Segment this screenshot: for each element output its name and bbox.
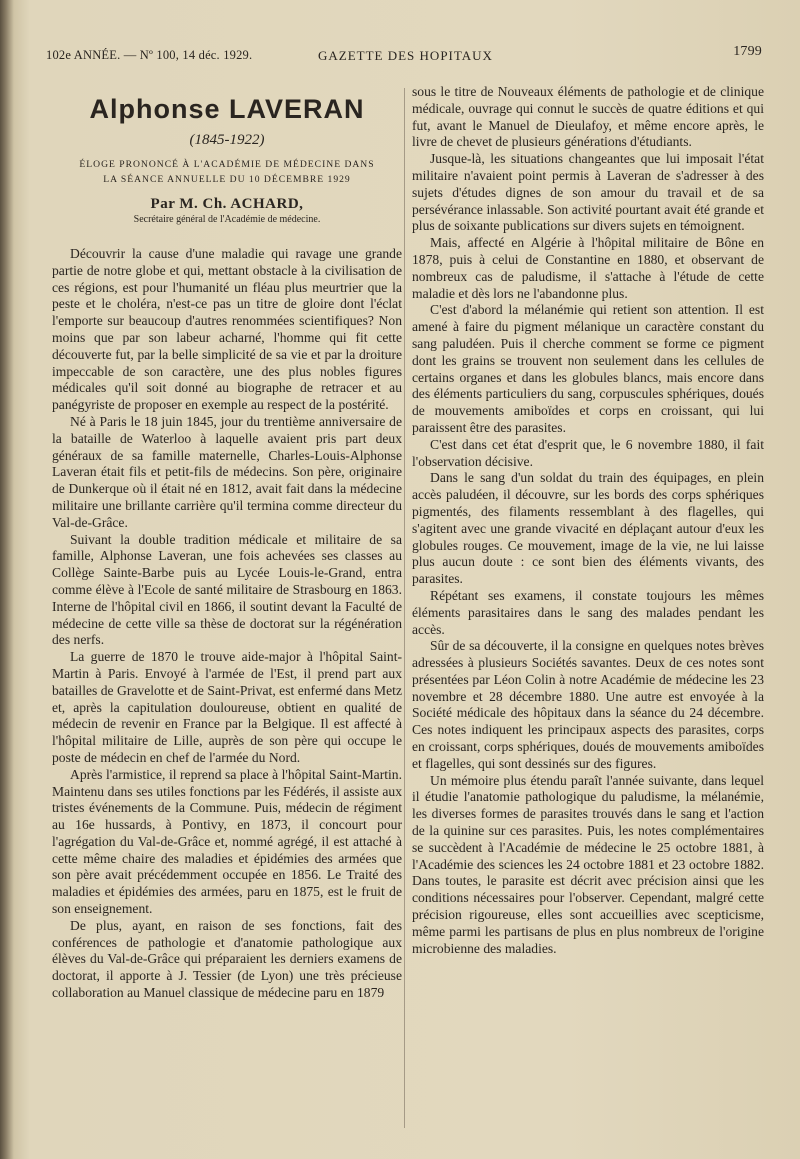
paragraph: La guerre de 1870 le trouve aide-major à l'hôpital Saint-Martin à Paris. Envoyé à l'armée de l'Est, il prend part aux batailles de Gravelotte et de Saint-Privat, est enfermé dans Metz et, après la capitulation douloureuse, obtient en qualité de médecin de revenir en France par la Belgique. Il est affecté à l'hôpital militaire de Lille, auprès de son père qui occupe le poste de médecin en chef de l'armée du Nord. — [52, 649, 402, 765]
paragraph: C'est dans cet état d'esprit que, le 6 novembre 1880, il fait l'observation décisive. — [412, 436, 764, 469]
paragraph: Découvrir la cause d'une maladie qui ravage une grande partie de notre globe et qui, mettant obstacle à la civilisation de ces régions, est pour l'humanité un fléau plus meurtrier que la peste et le choléra, n'est-ce pas un titre de gloire dont l'éclat l'emporte sur beaucoup d'autres renommées scientifiques? Non moins que par son labeur acharné, l'homme qui fit cette découverte fut, par la belle simplicité de sa vie et par la droiture impeccable de son caractère, une des plus nobles figures médicales qu'il soit donné au biographe de retracer et au panégyriste de proposer en exemple au respect de la postérité. — [52, 246, 402, 413]
author-role: Secrétaire général de l'Académie de médecine. — [133, 214, 321, 225]
issue-info: 102e ANNÉE. — Nº 100, 14 déc. 1929. — [46, 48, 253, 62]
page-header — [46, 44, 762, 70]
journal-name: GAZETTE DES HOPITAUX — [318, 48, 493, 63]
article-title: Alphonse LAVERAN — [89, 94, 365, 124]
paragraph: Dans le sang d'un soldat du train des équipages, en plein accès paludéen, il découvre, sur les bords des corps sphériques pigmentés, des filaments ressemblant à des flagelles, qui s'agitent avec une grande vivacité en déplaçant autour d'eux les globules rouges. Ce mouvement, image de la vie, ne lui laisse plus aucun doute : ce sont bien des éléments vivants, des parasites. — [412, 470, 764, 587]
paragraph: C'est d'abord la mélanémie qui retient son attention. Il est amené à faire du pigment mélanique un caractère constant du sang paludéen. Puis il cherche comment se forme ce pigment dont les grains se trouvent non seulement dans les cellules de certains organes et dans les globules blancs, mais encore dans des éléments particuliers du sang, corpuscules sphériques, doués de mouvements amiboïdes et corps en croissant, qui lui paraissent être des parasites. — [412, 302, 764, 435]
paragraph-continued: sous le titre de Nouveaux éléments de pathologie et de clinique médicale, ouvrage qui connut le succès de quatre éditions et qui fut, avant le Manuel de Dieulafoy, et même encore après, le livre de chevet de plusieurs générations d'étudiants. — [412, 84, 764, 150]
column-divider — [404, 88, 405, 1128]
article-heading — [52, 92, 402, 225]
page-number: 1799 — [733, 44, 762, 59]
subtitle-line-1: ÉLOGE PRONONCÉ À L'ACADÉMIE DE MÉDECINE DANS — [79, 159, 375, 170]
right-column — [412, 84, 764, 957]
subtitle-line-2: LA SÉANCE ANNUELLE DU 10 DÉCEMBRE 1929 — [103, 174, 351, 185]
author: Par M. Ch. ACHARD, — [150, 196, 304, 212]
paragraph: Jusque-là, les situations changeantes que lui imposait l'état militaire n'avaient point permis à Laveran de s'adresser à des sujets d'études dignes de son amour du travail et de sa persévérance inlassable. Son activité pourtant avait été grande et plus de soixante publications sur divers sujets en témoignent. — [412, 151, 764, 234]
paragraph: Né à Paris le 18 juin 1845, jour du trentième anniversaire de la bataille de Waterloo à laquelle avaient pris part deux généraux de sa famille maternelle, Charles-Louis-Alphonse Laveran était fils et petit-fils de médecins. Son père, originaire de Dunkerque où il était né en 1812, avait fait dans la médecine militaire une brillante carrière qu'il termina comme directeur du Val-de-Grâce. — [52, 413, 402, 530]
left-column — [52, 246, 402, 1002]
paragraph: Après l'armistice, il reprend sa place à l'hôpital Saint-Martin. Maintenu dans ses utiles fonctions par les Fédérés, il assiste aux tristes événements de la Commune. Puis, médecin de régiment au 16e hussards, à Pontivy, en 1873, il concourt pour l'agrégation du Val-de-Grâce et, nommé agrégé, il est attaché à cette même chaire des maladies et épidémies des armées que son père avait précédemment occupée en 1856. Le Traité des maladies et épidémies des armées, paru en 1875, est le fruit de son enseignement. — [52, 766, 402, 917]
paragraph: Mais, affecté en Algérie à l'hôpital militaire de Bône en 1878, puis à celui de Constantine en 1880, et observant de nombreux cas de paludisme, il s'attache à l'étude de cette maladie et dès lors ne l'abandonne plus. — [412, 235, 764, 301]
paragraph: Sûr de sa découverte, il la consigne en quelques notes brèves adressées à plusieurs Sociétés savantes. Deux de ces notes sont présentées par Léon Colin à notre Académie de médecine les 23 novembre et 28 décembre 1880. Une autre est envoyée à la Société médicale des hôpitaux dans la séance du 24 décembre. Ces notes indiquent les principaux aspects des parasites, corps en croissant, corps sphériques, doués de mouvements amiboïdes et flagelles, qui sont dessinés sur des figures. — [412, 638, 764, 771]
paragraph: De plus, ayant, en raison de ses fonctions, fait des conférences de pathologie et d'anatomie pathologique aux élèves du Val-de-Grâce qui préparaient les derniers examens de doctorat, il apporte à J. Tessier (de Lyon) une très précieuse collaboration au Manuel classique de médecine paru en 1879 — [52, 917, 402, 1001]
paragraph: Répétant ses examens, il constate toujours les mêmes éléments parasitaires dans le sang des malades pendant les accès. — [412, 587, 764, 637]
life-dates: (1845-1922) — [189, 132, 265, 148]
paragraph: Suivant la double tradition médicale et militaire de sa famille, Alphonse Laveran, une fois achevées ses classes au Collège Sainte-Barbe puis au Lycée Louis-le-Grand, entra comme élève à l'Ecole de santé militaire de Strasbourg en 1863. Interne de l'hôpital civil en 1866, il soutint devant la Faculté de médecine de cette ville sa thèse de doctorat sur la régénération des nerfs. — [52, 531, 402, 648]
paragraph: Un mémoire plus étendu paraît l'année suivante, dans lequel il étudie l'anatomie pathologique du paludisme, la mélanémie, les diverses formes de parasites trouvés dans le sang et l'action de la quinine sur ces parasites. Puis, les notes complémentaires se succèdent à l'Académie de médecine le 25 octobre 1881, à l'Académie des sciences les 24 octobre 1881 et 23 octobre 1882. Dans toutes, le parasite est décrit avec précision ainsi que les conditions nécessaires pour l'observer. Cependant, malgré cette précision rigoureuse, elles sont accueillies avec scepticisme, même parmi les partisans de plus en plus nombreux de l'origine microbienne des maladies. — [412, 772, 764, 956]
